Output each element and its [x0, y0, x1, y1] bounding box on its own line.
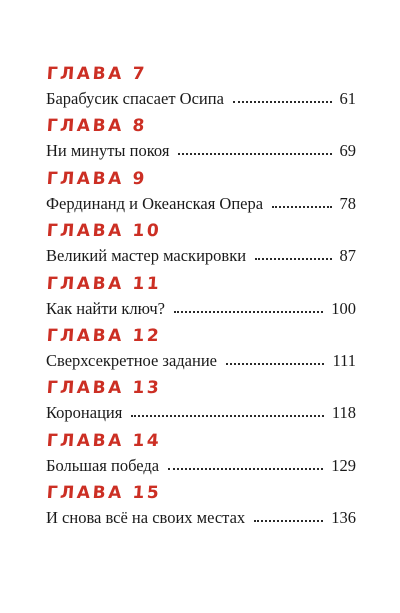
chapter-heading: ГЛАВА 15: [46, 483, 163, 504]
toc-entry-chapter-12[interactable]: [46, 326, 356, 378]
toc-entry-chapter-7[interactable]: [46, 64, 356, 116]
page-number: 118: [331, 403, 356, 423]
page-number: 129: [331, 455, 356, 475]
chapter-title: Как найти ключ?: [46, 298, 165, 318]
chapter-heading: ГЛАВА 11: [46, 273, 163, 294]
chapter-heading: ГЛАВА 12: [46, 325, 163, 346]
chapter-heading: ГЛАВА 13: [46, 378, 163, 399]
chapter-title: Большая победа: [46, 455, 160, 475]
toc-entry-chapter-10[interactable]: [46, 221, 356, 273]
chapter-title: Коронация: [46, 403, 123, 423]
page-number: 136: [331, 508, 356, 528]
toc-entry-line: [46, 299, 356, 319]
toc-entry-chapter-8[interactable]: [46, 116, 356, 168]
chapter-heading: ГЛАВА 9: [46, 168, 148, 189]
dot-leader: [255, 257, 331, 260]
table-of-contents: [46, 64, 356, 536]
dot-leader: [174, 310, 323, 313]
dot-leader: [178, 152, 331, 155]
dot-leader: [168, 467, 323, 470]
chapter-heading: ГЛАВА 14: [46, 430, 163, 451]
page-number: 78: [339, 193, 356, 213]
page-number: 100: [331, 298, 356, 318]
toc-entry-line: [46, 141, 356, 161]
toc-entry-line: [46, 403, 356, 423]
dot-leader: [131, 414, 324, 417]
page-number: 87: [339, 246, 356, 266]
dot-leader: [226, 362, 324, 365]
toc-entry-line: [46, 456, 356, 476]
toc-entry-line: [46, 351, 356, 371]
toc-entry-line: [46, 508, 356, 528]
chapter-title: Фердинанд и Океанская Опера: [46, 193, 264, 213]
toc-entry-chapter-13[interactable]: [46, 378, 356, 430]
chapter-heading: ГЛАВА 10: [46, 221, 163, 242]
page-number: 111: [332, 350, 356, 370]
chapter-heading: ГЛАВА 8: [46, 116, 148, 137]
toc-entry-line: [46, 194, 356, 214]
toc-entry-line: [46, 89, 356, 109]
dot-leader: [254, 519, 323, 522]
toc-entry-chapter-9[interactable]: [46, 169, 356, 221]
chapter-title: Ни минуты покоя: [46, 141, 170, 161]
toc-entry-line: [46, 246, 356, 266]
page-number: 69: [339, 141, 356, 161]
page-number: 61: [339, 89, 356, 108]
chapter-title: Сверхсекретное задание: [46, 350, 217, 370]
toc-entry-chapter-11[interactable]: [46, 274, 356, 326]
chapter-title: Барабусик спасает Осипа: [46, 89, 224, 108]
dot-leader: [233, 100, 332, 103]
chapter-title: И снова всё на своих местах: [46, 508, 246, 528]
toc-entry-chapter-15[interactable]: [46, 483, 356, 535]
dot-leader: [272, 205, 331, 208]
chapter-heading: ГЛАВА 7: [46, 64, 148, 84]
chapter-title: Великий мастер маскировки: [46, 246, 247, 266]
toc-entry-chapter-14[interactable]: [46, 431, 356, 483]
